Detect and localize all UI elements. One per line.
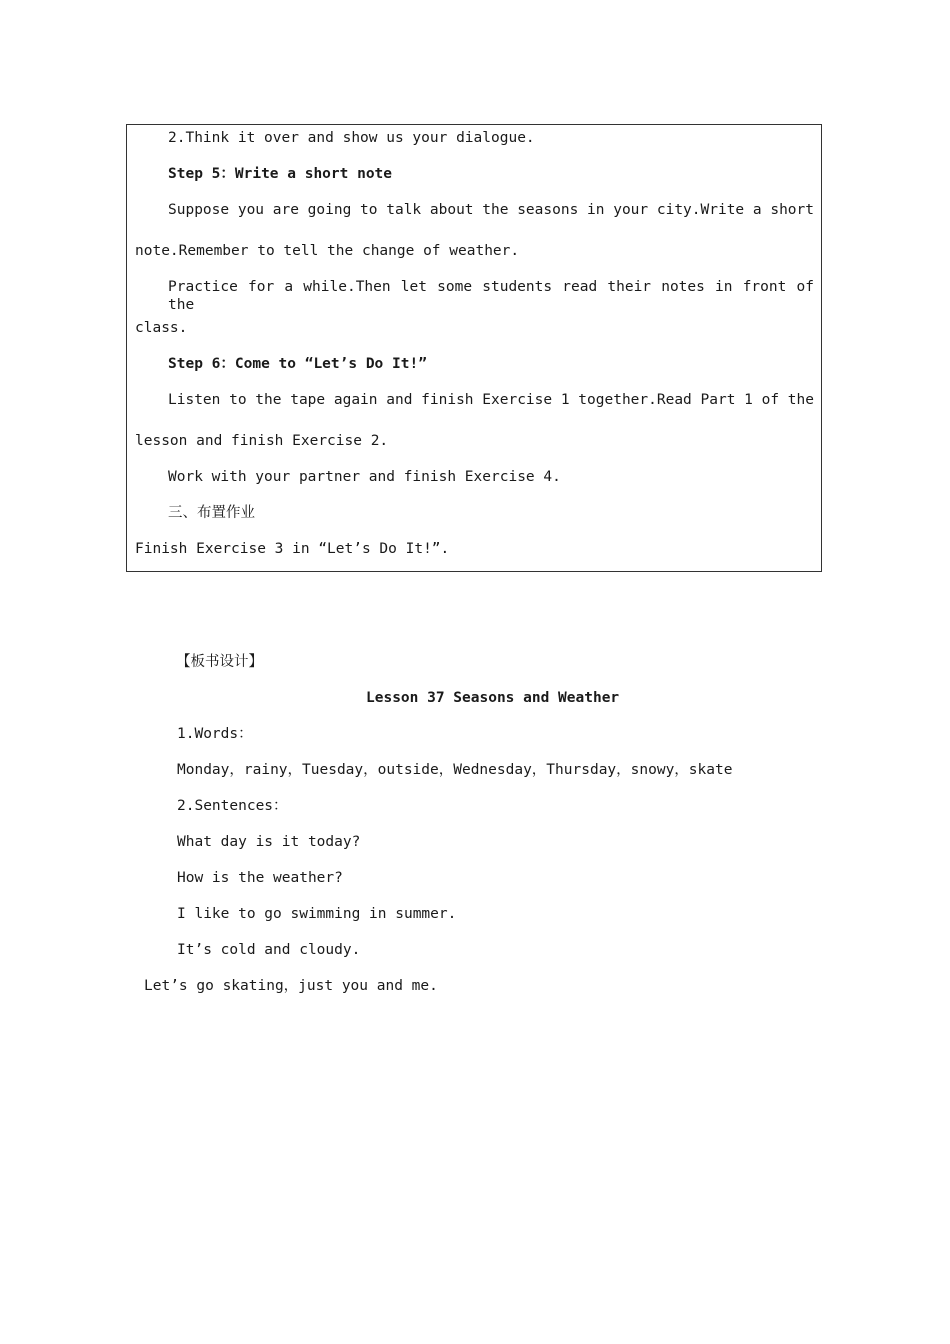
sentence-item: Let’s go skating，just you and me. — [144, 978, 438, 994]
sentence-item: I like to go swimming in summer. — [177, 906, 457, 922]
step6-paragraph1-line2: lesson and finish Exercise 2. — [135, 433, 389, 449]
step5-paragraph1-line2: note.Remember to tell the change of weather. — [135, 243, 520, 259]
sentence-item: It’s cold and cloudy. — [177, 942, 361, 958]
step5-paragraph1-line1: Suppose you are going to talk about the seasons in your city.Write a short — [168, 202, 815, 218]
sentences-label: 2.Sentences： — [177, 798, 288, 814]
step5-paragraph2-line1: Practice for a while.Then let some students read their notes in front of the — [168, 279, 814, 313]
words-list: Monday，rainy，Tuesday，outside，Wednesday，Thursday，snowy，skate — [177, 762, 733, 778]
sentence-item: How is the weather? — [177, 870, 343, 886]
step5-heading: Step 5：Write a short note — [168, 166, 393, 182]
think-dialogue-line: 2.Think it over and show us your dialogue. — [168, 130, 535, 146]
step6-paragraph2: Work with your partner and finish Exercise 4. — [168, 469, 561, 485]
step5-paragraph2-line2: class. — [135, 320, 188, 336]
board-design-heading: 【板书设计】 — [176, 654, 263, 670]
step6-heading: Step 6：Come to “Let’s Do It!” — [168, 356, 427, 372]
homework-text: Finish Exercise 3 in “Let’s Do It!”. — [135, 541, 450, 557]
step6-paragraph1-line1: Listen to the tape again and finish Exercise 1 together.Read Part 1 of the — [168, 392, 815, 408]
lesson-title: Lesson 37 Seasons and Weather — [366, 690, 620, 706]
words-label: 1.Words： — [177, 726, 253, 742]
sentence-item: What day is it today? — [177, 834, 361, 850]
homework-heading: 三、布置作业 — [168, 505, 255, 521]
